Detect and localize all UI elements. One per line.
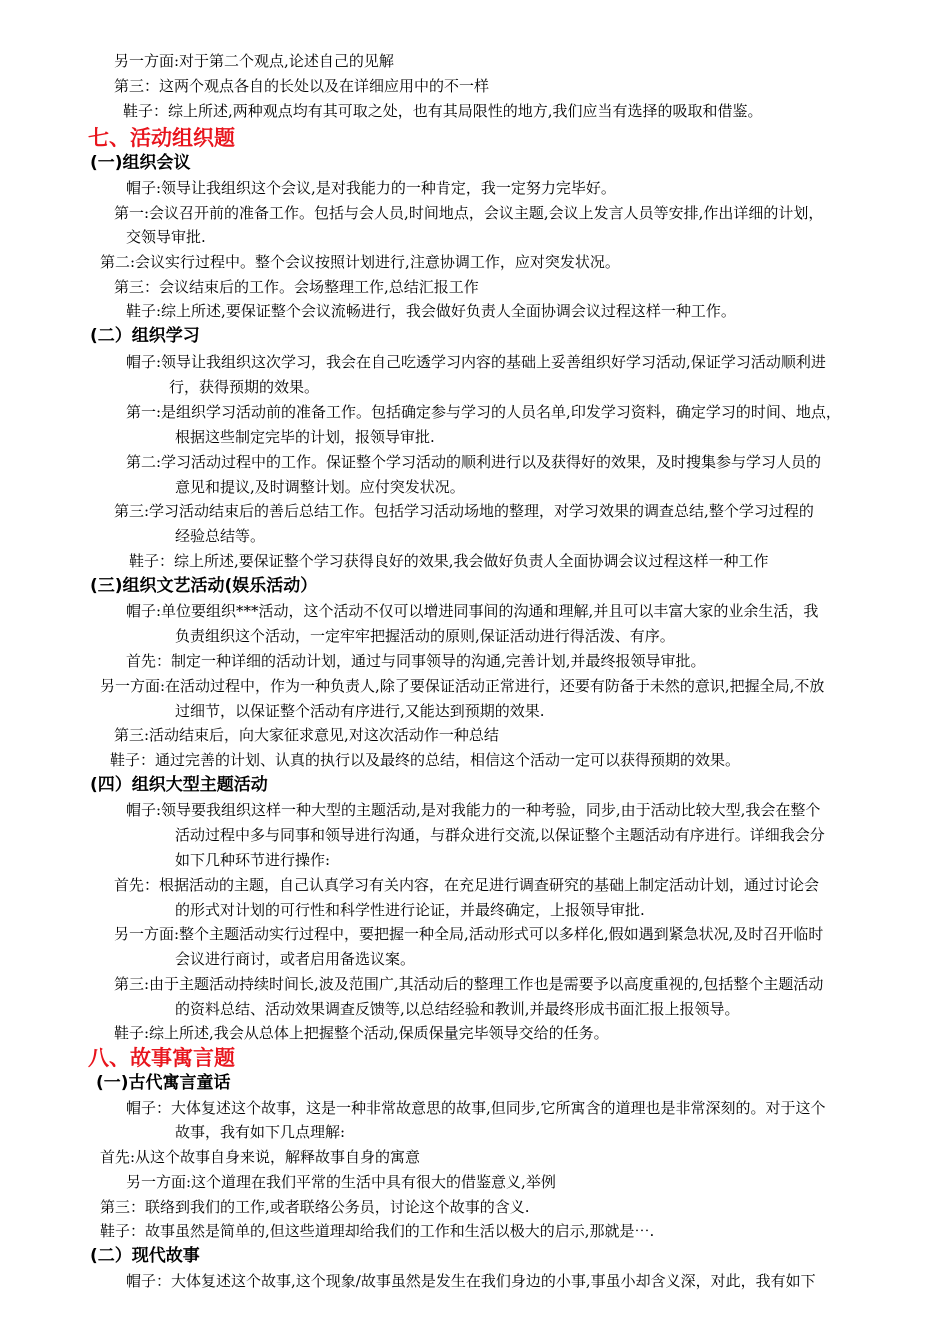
sec7-s3-hat-b: 负责组织这个活动，一定牢牢把握活动的原则,保证活动进行得活泼、有序。 <box>175 627 675 645</box>
intro-line-3: 鞋子：综上所述,两种观点均有其可取之处，也有其局限性的地方,我们应当有选择的吸取和借鉴。 <box>123 102 763 120</box>
sec7-s2-first-a: 第一:是组织学习活动前的准备工作。包括确定参与学习的人员名单,印发学习资料，确定学习的时间、地点， <box>126 403 841 421</box>
sec8-s1-hat-a: 帽子：大体复述这个故事，这是一种非常故意思的故事,但同步,它所寓含的道理也是非常深刻的。对于这个 <box>126 1099 826 1117</box>
sec7-s1-third: 第三：会议结束后的工作。会场整理工作,总结汇报工作 <box>114 278 479 296</box>
sec7-s4-hat-c: 如下几种环节进行操作: <box>175 851 331 869</box>
sec7-s1-first-a: 第一:会议召开前的准备工作。包括与会人员,时间地点，会议主题,会议上发言人员等安排,作出详细的计划， <box>114 204 824 222</box>
sec7-s2-second-a: 第二:学习活动过程中的工作。保证整个学习活动的顺利进行以及获得好的效果，及时搜集参与学习人员的 <box>126 453 822 471</box>
sec7-s1-heading: (一)组织会议 <box>90 153 191 173</box>
sec7-s3-shoe: 鞋子：通过完善的计划、认真的执行以及最终的总结，相信这个活动一定可以获得预期的效果。 <box>110 751 741 769</box>
sec7-s4-hat-a: 帽子:领导要我组织这样一种大型的主题活动,是对我能力的一种考验，同步,由于活动比较大型,我会在整个 <box>126 801 821 819</box>
sec7-s4-first-a: 首先：根据活动的主题，自己认真学习有关内容，在充足进行调查研究的基础上制定活动计划，通过讨论会 <box>114 876 820 894</box>
sec7-s3-hat-a: 帽子:单位要组织***活动，这个活动不仅可以增进同事间的沟通和理解,并且可以丰富大家的业余生活，我 <box>126 602 819 620</box>
sec8-s1-heading: (一)古代寓言童话 <box>96 1073 231 1093</box>
sec8-s2-hat-a: 帽子：大体复述这个故事,这个现象/故事虽然是发生在我们身边的小事,事虽小却含义深，对此，我有如下 <box>126 1272 816 1290</box>
sec7-s2-first-b: 根据这些制定完毕的计划，报领导审批. <box>175 428 435 446</box>
sec7-s4-first-b: 的形式对计划的可行性和科学性进行论证，并最终确定，上报领导审批. <box>175 901 645 919</box>
sec8-s1-first: 首先:从这个故事自身来说，解释故事自身的寓意 <box>100 1148 421 1166</box>
sec7-s3-first: 首先：制定一种详细的活动计划，通过与同事领导的沟通,完善计划,并最终报领导审批。 <box>126 652 706 670</box>
sec7-s2-third-b: 经验总结等。 <box>175 527 266 545</box>
sec7-s3-other-b: 过细节，以保证整个活动有序进行,又能达到预期的效果. <box>175 702 545 720</box>
sec7-s2-hat-b: 行，获得预期的效果。 <box>169 378 320 396</box>
sec7-s4-hat-b: 活动过程中多与同事和领导进行沟通，与群众进行交流,以保证整个主题活动有序进行。详细我会分 <box>175 826 825 844</box>
sec7-s2-heading: (二）组织学习 <box>90 326 200 346</box>
sec8-s1-other: 另一方面:这个道理在我们平常的生活中具有很大的借鉴意义,举例 <box>126 1173 556 1191</box>
section-8-title: 八、故事寓言题 <box>88 1046 235 1070</box>
sec7-s4-third-b: 的资料总结、活动效果调查反馈等,以总结经验和教训,并最终形成书面汇报上报领导。 <box>175 1000 740 1018</box>
sec7-s2-second-b: 意见和提议,及时调整计划。应付突发状况。 <box>175 478 465 496</box>
sec8-s1-third: 第三：联络到我们的工作,或者联络公务员，讨论这个故事的含义. <box>100 1198 530 1216</box>
sec7-s1-hat: 帽子:领导让我组织这个会议,是对我能力的一种肯定，我一定努力完毕好。 <box>126 179 616 197</box>
sec7-s4-shoe: 鞋子:综上所述,我会从总体上把握整个活动,保质保量完毕领导交给的任务。 <box>114 1024 609 1042</box>
sec7-s4-other-b: 会议进行商讨，或者启用备选议案。 <box>175 950 416 968</box>
sec7-s4-third-a: 第三:由于主题活动持续时间长,波及范围广,其活动后的整理工作也是需要予以高度重视的,包括整个主题活动 <box>114 975 824 993</box>
intro-line-1: 另一方面:对于第二个观点,论述自己的见解 <box>114 52 394 70</box>
sec8-s1-shoe: 鞋子：故事虽然是简单的,但这些道理却给我们的工作和生活以极大的启示,那就是⋯. <box>100 1222 655 1240</box>
sec7-s4-other-a: 另一方面:整个主题活动实行过程中，要把握一种全局,活动形式可以多样化,假如遇到紧急状况,及时召开临时 <box>114 925 824 943</box>
sec7-s1-second: 第二:会议实行过程中。整个会议按照计划进行,注意协调工作，应对突发状况。 <box>100 253 620 271</box>
sec7-s3-third: 第三:活动结束后，向大家征求意见,对这次活动作一种总结 <box>114 726 499 744</box>
section-7-title: 七、活动组织题 <box>88 126 235 150</box>
sec7-s1-shoe: 鞋子:综上所述,要保证整个会议流畅进行，我会做好负责人全面协调会议过程这样一种工作。 <box>126 302 736 320</box>
sec7-s2-shoe: 鞋子：综上所述,要保证整个学习获得良好的效果,我会做好负责人全面协调会议过程这样一种工作 <box>129 552 769 570</box>
sec7-s2-hat-a: 帽子:领导让我组织这次学习，我会在自己吃透学习内容的基础上妥善组织好学习活动,保证学习活动顺利进 <box>126 353 826 371</box>
intro-line-2: 第三：这两个观点各自的长处以及在详细应用中的不一样 <box>114 77 490 95</box>
sec7-s3-other-a: 另一方面:在活动过程中，作为一种负责人,除了要保证活动正常进行，还要有防备于未然的意识,把握全局,不放 <box>100 677 825 695</box>
sec7-s1-first-b: 交领导审批. <box>126 228 206 246</box>
sec8-s1-hat-b: 故事，我有如下几点理解: <box>175 1123 346 1141</box>
sec7-s2-third-a: 第三:学习活动结束后的善后总结工作。包括学习活动场地的整理，对学习效果的调查总结,整个学习过程的 <box>114 502 814 520</box>
sec7-s4-heading: (四）组织大型主题活动 <box>90 775 268 795</box>
sec7-s3-heading: (三)组织文艺活动(娱乐活动） <box>90 576 318 596</box>
sec8-s2-heading: (二）现代故事 <box>90 1246 200 1266</box>
